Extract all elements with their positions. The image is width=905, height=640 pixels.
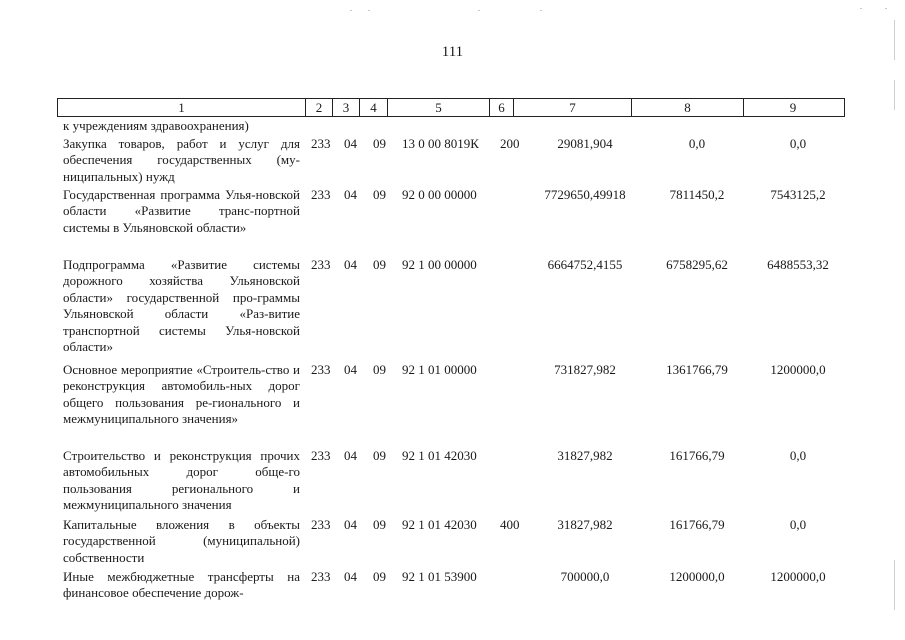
row-value-9: 1200000,0: [770, 362, 826, 377]
row-name: Основное мероприятие «Строитель-ство и реконструкция автомобиль-ных дорог общего пользования ре-гионального и межмуниципального значения»: [63, 362, 300, 427]
scan-speck: [478, 10, 480, 11]
row-code-3: 04: [344, 569, 357, 584]
scan-edge: [894, 20, 895, 60]
row-value-9: 0,0: [789, 448, 807, 463]
row-name: Государственная программа Улья-новской области «Развитие транс-портной системы в Ульяновской области»: [63, 187, 300, 235]
continued-text: к учреждениям здравоохранения): [63, 118, 249, 133]
row-value-8: 6758295,62: [666, 257, 728, 272]
scan-edge: [894, 80, 895, 110]
header-col-7: 7: [514, 99, 632, 116]
row-name: Закупка товаров, работ и услуг для обеспечения государственных (му-ниципальных) нужд: [63, 136, 300, 184]
row-code-3: 04: [344, 517, 357, 532]
row-name: Строительство и реконструкция прочих автомобильных дорог обще-го пользования регионального и межмуниципального значения: [63, 448, 300, 513]
header-col-3: 3: [333, 99, 360, 116]
header-col-8: 8: [632, 99, 744, 116]
scan-speck: [540, 10, 542, 11]
row-code-5: 92 1 01 42030: [402, 448, 477, 463]
row-value-8: 161766,79: [669, 517, 725, 532]
row-code-4: 09: [373, 569, 386, 584]
row-name: Капитальные вложения в объекты государственной (муниципальной) собственности: [63, 517, 300, 565]
header-col-1: 1: [58, 99, 306, 116]
row-code-3: 04: [344, 257, 357, 272]
row-code-5: 92 1 01 00000: [402, 362, 477, 377]
row-value-8: 161766,79: [669, 448, 725, 463]
row-code-3: 04: [344, 136, 357, 151]
row-code-4: 09: [373, 257, 386, 272]
row-code-4: 09: [373, 187, 386, 202]
row-value-9: 6488553,32: [767, 257, 829, 272]
row-value-8: 1361766,79: [666, 362, 728, 377]
scan-speck: [860, 8, 862, 9]
row-value-7: 7729650,49918: [544, 187, 626, 202]
header-col-2: 2: [306, 99, 333, 116]
header-col-5: 5: [388, 99, 490, 116]
page-number: 111: [441, 44, 464, 60]
row-code-2: 233: [311, 569, 331, 584]
row-value-9: 0,0: [789, 136, 807, 151]
scan-speck: [350, 10, 352, 11]
row-code-4: 09: [373, 517, 386, 532]
row-value-9: 1200000,0: [770, 569, 826, 584]
row-code-4: 09: [373, 448, 386, 463]
row-code-5: 92 0 00 00000: [402, 187, 477, 202]
row-code-5: 13 0 00 8019К: [402, 136, 479, 151]
header-col-6: 6: [490, 99, 514, 116]
row-code-5: 92 1 01 42030: [402, 517, 477, 532]
row-code-2: 233: [311, 257, 331, 272]
row-value-7: 31827,982: [557, 448, 613, 463]
header-col-4: 4: [360, 99, 388, 116]
row-code-5: 92 1 00 00000: [402, 257, 477, 272]
row-value-9: 0,0: [789, 517, 807, 532]
row-value-8: 0,0: [688, 136, 706, 151]
row-code-3: 04: [344, 187, 357, 202]
row-value-7: 6664752,4155: [547, 257, 623, 272]
row-value-9: 7543125,2: [770, 187, 826, 202]
row-code-3: 04: [344, 448, 357, 463]
row-code-6: 200: [500, 136, 520, 151]
row-name: Иные межбюджетные трансферты на финансовое обеспечение дорож-: [63, 569, 300, 601]
row-code-4: 09: [373, 136, 386, 151]
row-code-2: 233: [311, 136, 331, 151]
row-value-7: 700000,0: [560, 569, 610, 584]
row-value-8: 7811450,2: [669, 187, 725, 202]
scan-edge: [894, 560, 895, 610]
row-value-7: 29081,904: [557, 136, 613, 151]
scan-speck: [368, 10, 370, 11]
row-code-2: 233: [311, 448, 331, 463]
row-code-2: 233: [311, 517, 331, 532]
scan-speck: [885, 8, 887, 9]
header-col-9: 9: [789, 100, 797, 115]
row-code-4: 09: [373, 362, 386, 377]
row-value-7: 731827,982: [554, 362, 616, 377]
row-code-2: 233: [311, 187, 331, 202]
row-code-3: 04: [344, 362, 357, 377]
row-code-5: 92 1 01 53900: [402, 569, 477, 584]
row-value-8: 1200000,0: [669, 569, 725, 584]
row-code-2: 233: [311, 362, 331, 377]
table-header: [57, 98, 845, 117]
row-code-6: 400: [500, 517, 520, 532]
row-name: Подпрограмма «Развитие системы дорожного хозяйства Ульяновской области» государственной про-граммы Ульяновской области «Раз-витие транспортной системы Улья-новской области»: [63, 257, 300, 355]
row-value-7: 31827,982: [557, 517, 613, 532]
